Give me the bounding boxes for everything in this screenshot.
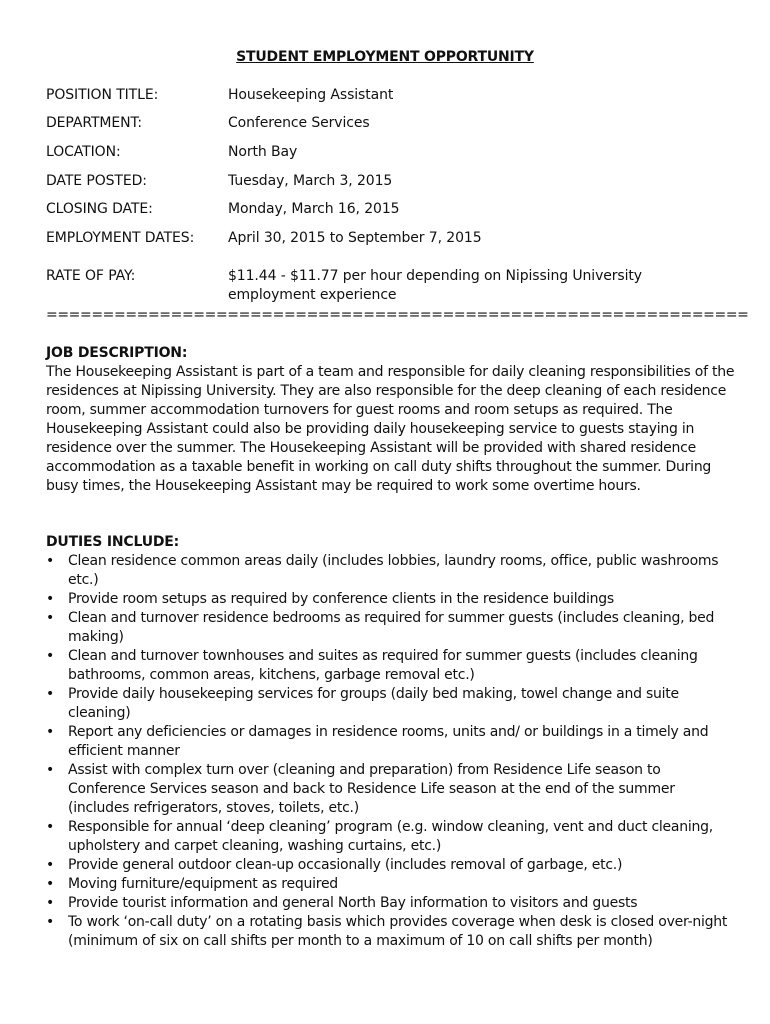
page-title: STUDENT EMPLOYMENT OPPORTUNITY	[236, 49, 534, 65]
duty-text: Responsible for annual ‘deep cleaning’ program (e.g. window cleaning, vent and duct cleaning, upholstery and carpet cleaning, washing curtains, etc.)	[68, 819, 713, 854]
bullet-icon: •	[46, 762, 55, 778]
duty-item	[46, 761, 736, 818]
bullet-icon: •	[46, 686, 55, 702]
duty-item	[46, 875, 736, 894]
bullet-icon: •	[46, 857, 55, 873]
section-divider: ==============================================================	[46, 307, 749, 323]
duty-text: Assist with complex turn over (cleaning and preparation) from Residence Life season to Conference Services season and back to Residence Life season at the end of the summer (includes refrigerators, stoves, toilets, etc.)	[68, 762, 675, 816]
duty-item	[46, 590, 736, 609]
duties-list	[46, 552, 736, 951]
position-title-label: POSITION TITLE:	[46, 87, 159, 103]
duty-item	[46, 818, 736, 856]
employment-dates-value: April 30, 2015 to September 7, 2015	[228, 230, 482, 246]
bullet-icon: •	[46, 914, 55, 930]
duty-item	[46, 894, 736, 913]
duty-item	[46, 685, 736, 723]
bullet-icon: •	[46, 591, 55, 607]
date-posted-label: DATE POSTED:	[46, 173, 147, 189]
duty-item	[46, 552, 736, 590]
department-value: Conference Services	[228, 115, 370, 131]
bullet-icon: •	[46, 895, 55, 911]
bullet-icon: •	[46, 648, 55, 664]
duty-text: To work ‘on-call duty’ on a rotating basis which provides coverage when desk is closed over-night (minimum of six on call shifts per month to a maximum of 10 on call shifts per month)	[68, 914, 728, 949]
closing-date-label: CLOSING DATE:	[46, 201, 153, 217]
duty-item	[46, 647, 736, 685]
location-label: LOCATION:	[46, 144, 121, 160]
date-posted-value: Tuesday, March 3, 2015	[228, 173, 393, 189]
rate-of-pay-label: RATE OF PAY:	[46, 268, 136, 284]
employment-dates-label: EMPLOYMENT DATES:	[46, 230, 195, 246]
duty-item	[46, 609, 736, 647]
job-description-text: The Housekeeping Assistant is part of a team and responsible for daily cleaning responsibilities of the residences at Nipissing University. They are also responsible for the deep cleaning of each residence room, summer accommodation turnovers for guest rooms and room setups as required. The Housekeeping Assistant could also be providing daily housekeeping service to guests staying in residence over the summer. The Housekeeping Assistant will be provided with shared residence accommodation as a taxable benefit in working on call duty shifts throughout the summer. During busy times, the Housekeeping Assistant may be required to work some overtime hours.	[46, 364, 735, 494]
closing-date-value: Monday, March 16, 2015	[228, 201, 400, 217]
duty-item	[46, 913, 736, 951]
duty-item	[46, 723, 736, 761]
bullet-icon: •	[46, 553, 55, 569]
duty-text: Clean residence common areas daily (includes lobbies, laundry rooms, office, public washrooms etc.)	[68, 553, 719, 588]
duty-text: Report any deficiencies or damages in residence rooms, units and/ or buildings in a timely and efficient manner	[68, 724, 709, 759]
duty-text: Provide tourist information and general North Bay information to visitors and guests	[68, 895, 638, 911]
rate-of-pay-value: $11.44 - $11.77 per hour depending on Nipissing University employment experience	[228, 268, 642, 303]
bullet-icon: •	[46, 819, 55, 835]
bullet-icon: •	[46, 724, 55, 740]
duty-text: Moving furniture/equipment as required	[68, 876, 338, 892]
bullet-icon: •	[46, 610, 55, 626]
duty-text: Provide general outdoor clean-up occasionally (includes removal of garbage, etc.)	[68, 857, 623, 873]
location-value: North Bay	[228, 144, 298, 160]
duty-text: Provide daily housekeeping services for groups (daily bed making, towel change and suite cleaning)	[68, 686, 679, 721]
bullet-icon: •	[46, 876, 55, 892]
department-label: DEPARTMENT:	[46, 115, 143, 131]
duty-text: Clean and turnover townhouses and suites as required for summer guests (includes cleaning bathrooms, common areas, kitchens, garbage removal etc.)	[68, 648, 698, 683]
duty-item	[46, 856, 736, 875]
duties-heading: DUTIES INCLUDE:	[46, 534, 180, 550]
duty-text: Provide room setups as required by conference clients in the residence buildings	[68, 591, 614, 607]
position-title-value: Housekeeping Assistant	[228, 87, 394, 103]
job-description-heading: JOB DESCRIPTION:	[46, 345, 188, 361]
duty-text: Clean and turnover residence bedrooms as required for summer guests (includes cleaning, bed making)	[68, 610, 715, 645]
